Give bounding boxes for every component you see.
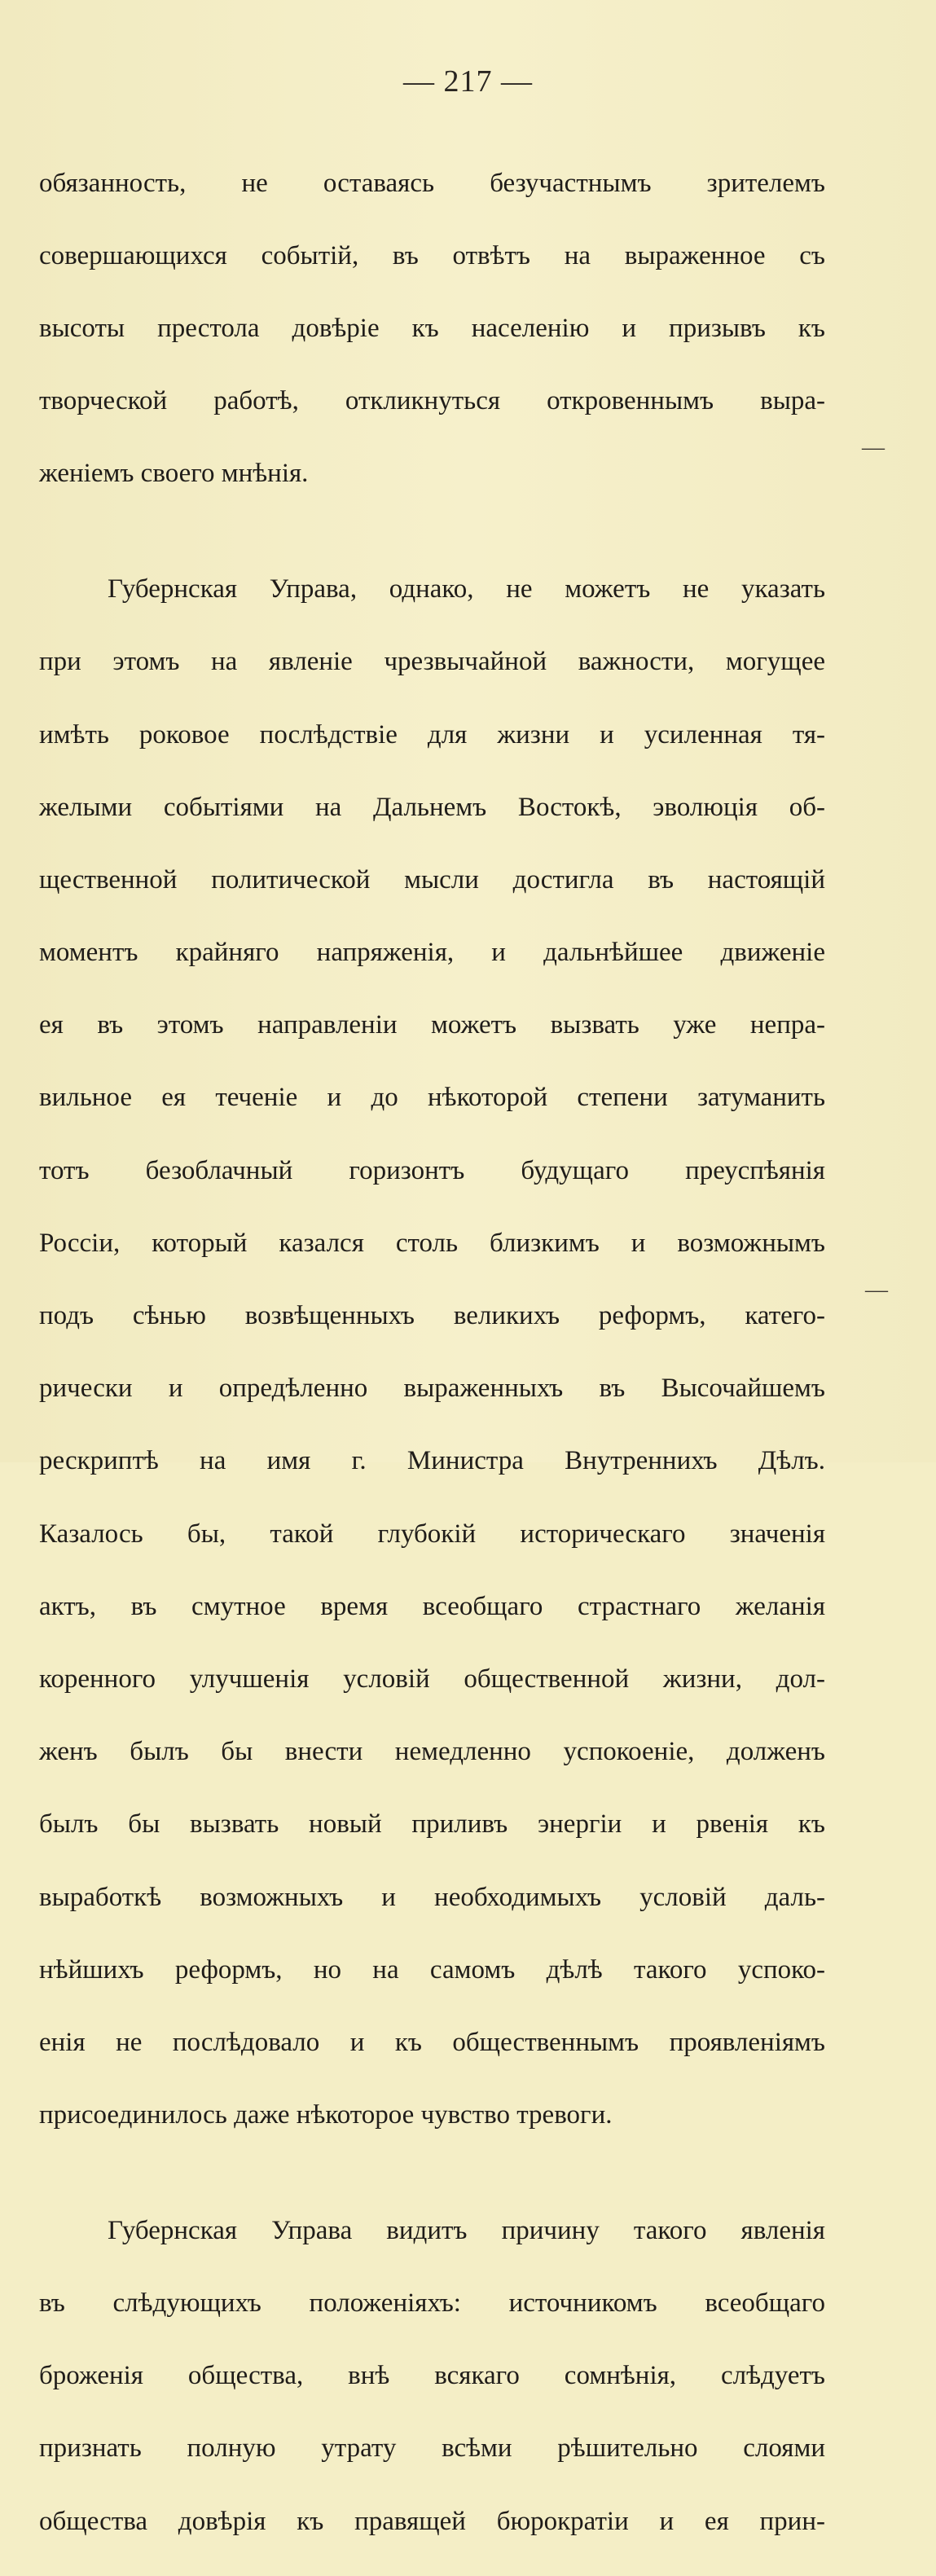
text-line: нѣйшихъ реформъ, но на самомъ дѣлѣ такого успоко- — [39, 1954, 825, 1985]
text-line: признать полную утрату всѣми рѣшительно слоями — [39, 2433, 825, 2464]
text-line: имѣть роковое послѣдствіе для жизни и усиленная тя- — [39, 719, 825, 750]
text-line: Губернская Управа видитъ причину такого явленія — [108, 2215, 825, 2245]
body-text — [39, 129, 825, 2576]
text-line: общества довѣрія къ правящей бюрократіи и ея прин- — [39, 2506, 825, 2536]
text-line: подъ сѣнью возвѣщенныхъ великихъ реформъ, катего- — [39, 1301, 825, 1330]
text-line: моментъ крайняго напряженія, и дальнѣйшее движеніе — [39, 938, 825, 968]
text-line: творческой работѣ, откликнуться откровеннымъ выра- — [39, 386, 825, 416]
text-line: женіемъ своего мнѣнія. — [39, 459, 309, 489]
text-line: ея въ этомъ направленіи можетъ вызвать уже непра- — [39, 1010, 825, 1040]
text-line: былъ бы вызвать новый приливъ энергіи и рвенія къ — [39, 1809, 825, 1840]
text-line: вильное ея теченіе и до нѣкоторой степени затуманить — [39, 1083, 825, 1113]
text-line: рескриптѣ на имя г. Министра Внутреннихъ Дѣлъ. — [39, 1446, 825, 1476]
paragraph-1 — [39, 129, 825, 529]
text-line: обязанность, не оставаясь безучастнымъ зрителемъ — [39, 168, 825, 198]
text-line: совершающихся событій, въ отвѣтъ на выраженное съ — [39, 240, 825, 270]
text-line: въ слѣдующихъ положеніяхъ: источникомъ всеобщаго — [39, 2288, 825, 2319]
text-line: высоты престола довѣріе къ населенію и призывъ къ — [39, 313, 825, 343]
text-line: щественной политической мысли достигла въ настоящій — [39, 864, 825, 895]
text-line: енія не послѣдовало и къ общественнымъ проявленіямъ — [39, 2027, 825, 2057]
text-line: присоединилось даже нѣкоторое чувство тревоги. — [39, 2100, 613, 2130]
text-line: Россіи, который казался столь близкимъ и возможнымъ — [39, 1228, 825, 1258]
paragraph-3 — [39, 2176, 825, 2576]
text-line: рически и опредѣленно выраженныхъ въ Высочайшемъ — [39, 1374, 825, 1404]
page-number: — 217 — — [403, 64, 533, 99]
paragraph-2 — [39, 535, 825, 2170]
text-line: броженія общества, внѣ всякаго сомнѣнія, слѣдуетъ — [39, 2361, 825, 2391]
text-line: Казалось бы, такой глубокій историческаго значенія — [39, 1519, 825, 1549]
text-line: коренного улучшенія условій общественной жизни, дол- — [39, 1664, 825, 1694]
text-line: желыми событіями на Дальнемъ Востокѣ, эволюція об- — [39, 792, 825, 822]
margin-dash-mark: — — [862, 435, 885, 460]
text-line: выработкѣ возможныхъ и необходимыхъ условій даль- — [39, 1882, 825, 1912]
text-line: Губернская Управа, однако, не можетъ не указать — [108, 574, 825, 604]
margin-dash-mark: — — [865, 1277, 888, 1303]
text-line: при этомъ на явленіе чрезвычайной важности, могущее — [39, 647, 825, 677]
text-line: женъ былъ бы внести немедленно успокоеніе, долженъ — [39, 1737, 825, 1767]
text-line: тотъ безоблачный горизонтъ будущаго преуспѣянія — [39, 1155, 825, 1185]
text-line: актъ, въ смутное время всеобщаго страстнаго желанія — [39, 1591, 825, 1621]
